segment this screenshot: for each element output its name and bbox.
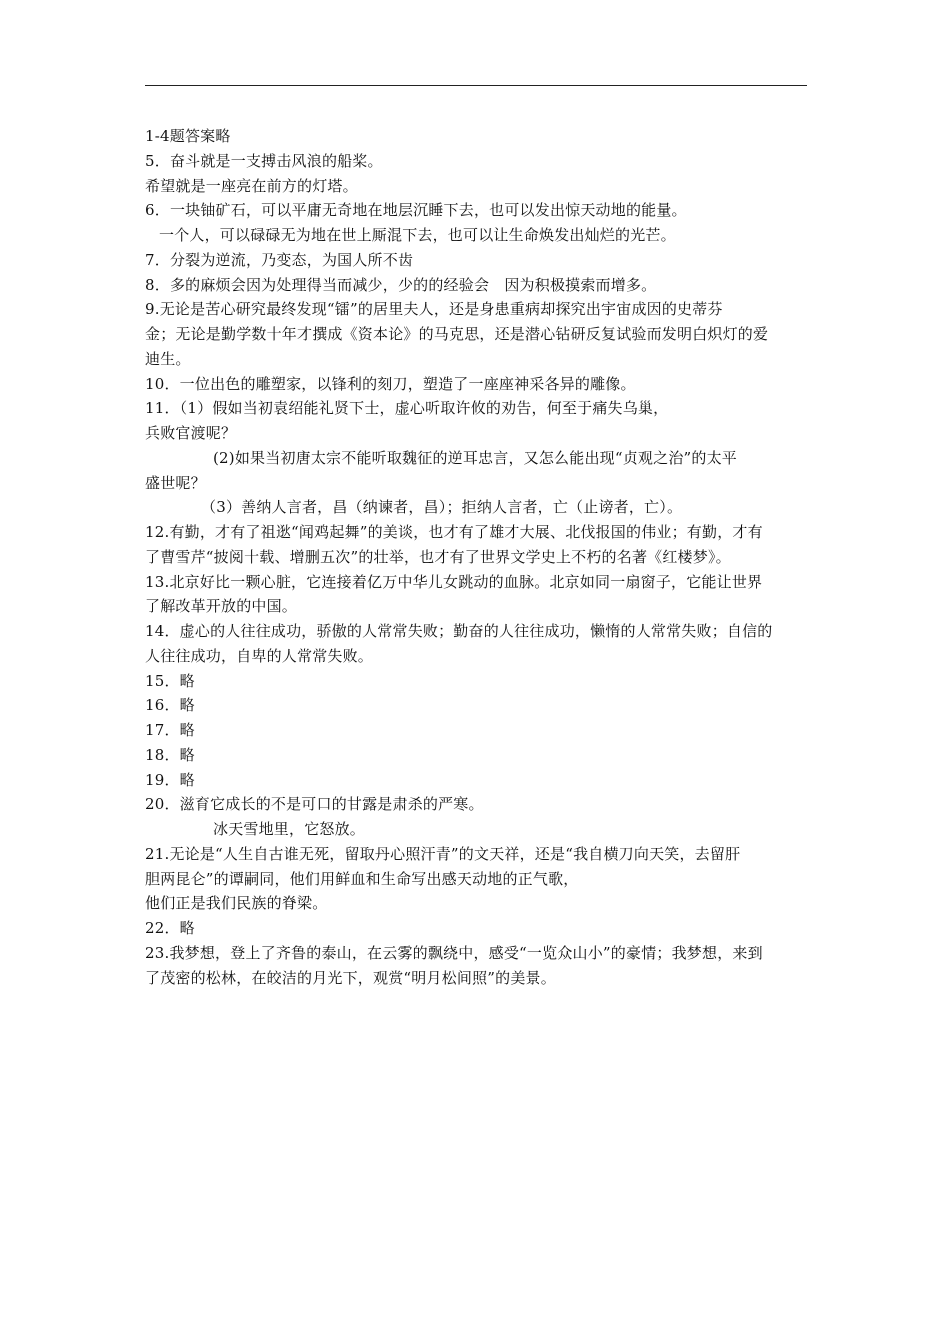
- text-line: 8．多的麻烦会因为处理得当而减少，少的的经验会 因为积极摸索而增多。: [145, 275, 657, 294]
- text-line: 冰天雪地里，它怒放。: [213, 820, 366, 838]
- text-line: 19．略: [145, 770, 195, 789]
- text-line: 一个人，可以碌碌无为地在世上厮混下去，也可以让生命焕发出灿烂的光芒。: [159, 226, 676, 244]
- text-line: 16．略: [145, 696, 195, 715]
- text-line: 兵败官渡呢？: [145, 424, 237, 442]
- text-line: 盛世呢？: [145, 473, 206, 492]
- text-line: 希望就是一座亮在前方的灯塔。: [145, 176, 358, 195]
- text-line: 11．（1）假如当初袁绍能礼贤下士，虚心听取许攸的劝告，何至于痛失乌巢，: [145, 399, 669, 418]
- text-line: 20．滋育它成长的不是可口的甘露是肃杀的严寒。: [145, 795, 484, 814]
- text-line: 12.有勤，才有了祖逖“闻鸡起舞”的美谈，也才有了雄才大展、北伐报国的伟业；有勤，才有: [145, 523, 763, 541]
- text-line: 他们正是我们民族的脊梁。: [145, 894, 328, 913]
- text-line: 金；无论是勤学数十年才撰成《资本论》的马克思，还是潜心钻研反复试验而发明白炽灯的爱: [145, 325, 769, 343]
- answer-text: [145, 124, 807, 990]
- text-line: 15．略: [145, 671, 195, 690]
- text-line: 17．略: [145, 721, 195, 739]
- text-line: 22．略: [145, 919, 195, 937]
- text-line: (2)如果当初唐太宗不能听取魏征的逆耳忠言，又怎么能出现“贞观之治”的太平: [213, 448, 737, 467]
- text-line: 6．一块铀矿石，可以平庸无奇地在地层沉睡下去，也可以发出惊天动地的能量。: [145, 201, 687, 220]
- text-line: 7．分裂为逆流，乃变态，为国人所不齿: [145, 250, 414, 269]
- text-line: 5．奋斗就是一支搏击风浪的船桨。: [145, 151, 383, 170]
- text-line: 18．略: [145, 745, 195, 764]
- text-line: 人往往成功，自卑的人常常失败。: [145, 646, 374, 665]
- text-line: 1-4题答案略: [145, 127, 231, 145]
- text-line: 10．一位出色的雕塑家，以锋利的刻刀，塑造了一座座神采各异的雕像。: [145, 374, 636, 393]
- text-line: （3）善纳人言者，昌（纳谏者，昌）；拒纳人言者，亡（止谤者，亡）。: [201, 498, 683, 517]
- text-line: 21.无论是“人生自古谁无死，留取丹心照汗青”的文天祥，还是“我自横刀向天笑，去留肝: [145, 844, 741, 863]
- text-line: 23.我梦想，登上了齐鲁的泰山，在云雾的飘绕中，感受“一览众山小”的豪情；我梦想，来到: [145, 943, 763, 962]
- text-line: 了曹雪芹“披阅十载、增删五次”的壮举，也才有了世界文学史上不朽的名著《红楼梦》。: [145, 547, 731, 566]
- text-line: 了解改革开放的中国。: [145, 597, 298, 616]
- text-line: 胆两昆仑”的谭嗣同，他们用鲜血和生命写出感天动地的正气歌，: [145, 869, 579, 888]
- text-line: 13.北京好比一颗心脏，它连接着亿万中华儿女跳动的血脉。北京如同一扇窗子，它能让世界: [145, 572, 763, 591]
- text-line: 9.无论是苦心研究最终发现“镭”的居里夫人，还是身患重病却探究出宇宙成因的史蒂芬: [145, 300, 723, 319]
- text-line: 14．虚心的人往往成功，骄傲的人常常失败；勤奋的人往往成功，懒惰的人常常失败；自信的: [145, 622, 773, 640]
- text-line: 了茂密的松林，在皎洁的月光下，观赏“明月松间照”的美景。: [145, 968, 556, 987]
- text-line: 迪生。: [145, 349, 191, 368]
- header-rule: [145, 85, 807, 86]
